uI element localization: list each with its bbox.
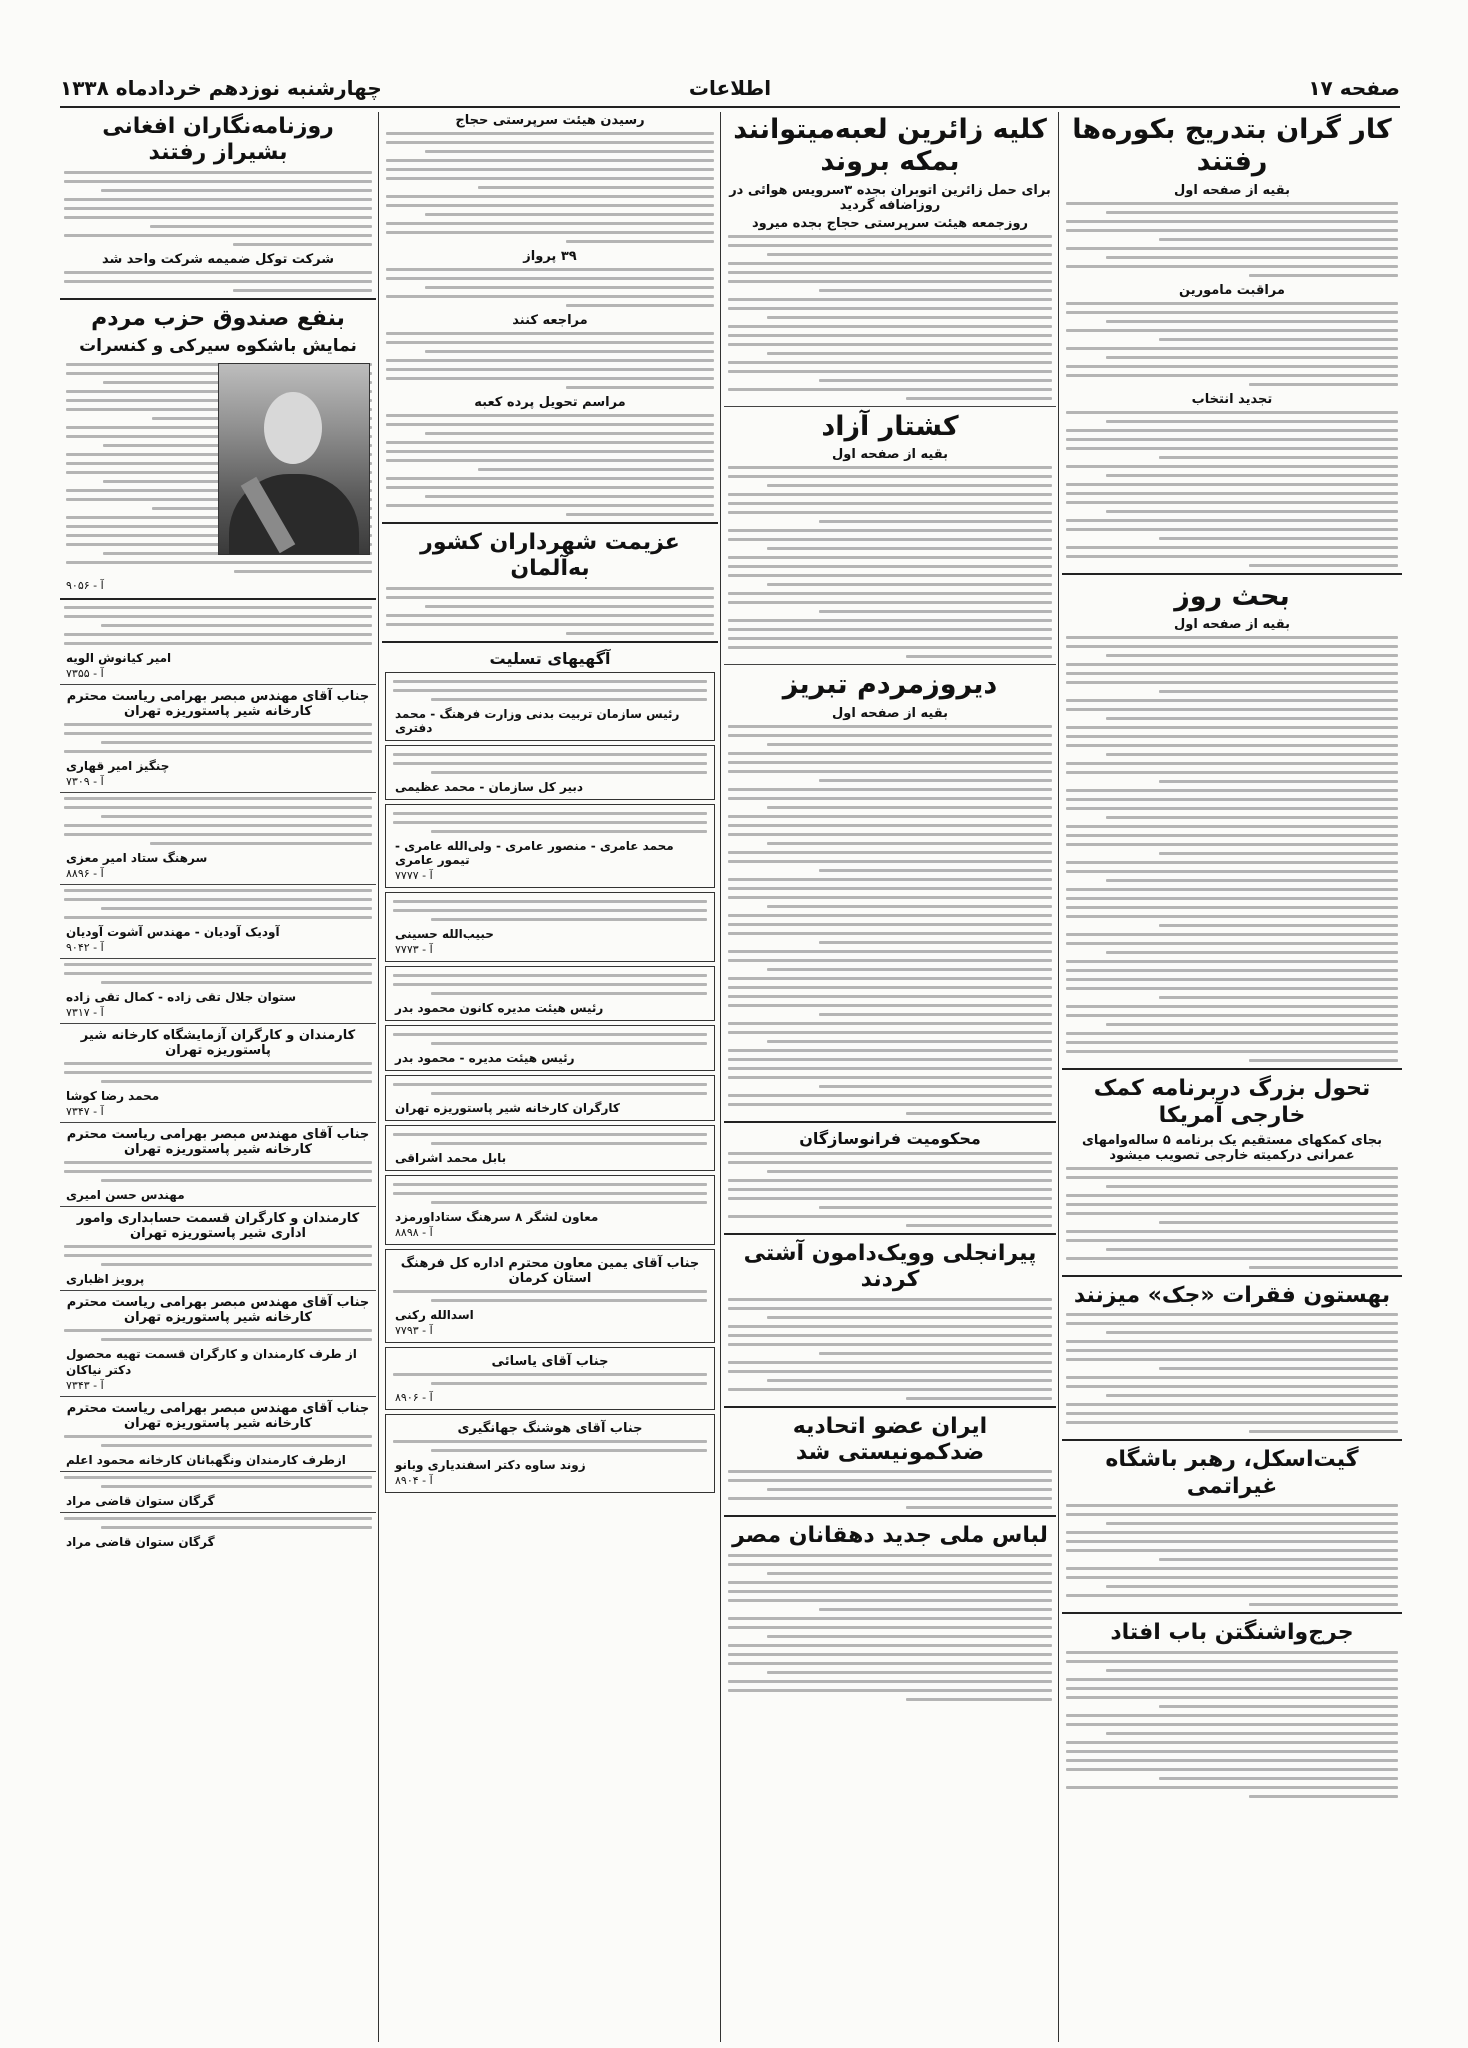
subhead-circus: نمایش باشکوه سیرکی و کنسرات: [79, 336, 357, 357]
notice-signature: معاون لشگر ۸ سرهنگ ستاد‌اورمزد: [395, 1209, 599, 1224]
notice-signature: حبیب‌الله حسینی: [395, 926, 494, 941]
notice-signature: رئیس سازمان تربیت بدنی وزارت فرهنگ - محمد دفتری: [395, 706, 680, 735]
notice-signature: سرهنگ ستاد امیر معزی: [66, 851, 208, 866]
headline-jack: بهستون فقرات «جک» میزنند: [1073, 1282, 1391, 1308]
notice-title: جناب آقای مهندس مبصر بهرامی ریاست محترم کارخانه شیر پاستوریزه تهران: [66, 1127, 370, 1158]
newspaper-name: اطلاعات: [688, 76, 772, 100]
article-body: [386, 414, 714, 516]
notice-signature: بابل محمد اشراقی: [395, 1150, 507, 1165]
notice-signature: ستوان جلال تقی زاده - کمال تقی زاده: [66, 990, 297, 1005]
issue-date: چهارشنبه نوزدهم خردادماه ۱۳۳۸: [60, 76, 382, 100]
condolence-section-title: آگهیهای تسلیت: [489, 648, 611, 668]
notice-signature: رئیس هیئت مدیره - محمود بدر: [395, 1050, 575, 1065]
column-center-right: [724, 110, 1056, 2040]
notice-signature: محمد رضا کوشا: [66, 1089, 160, 1104]
notice-signature: دبیر کل سازمان - محمد عظیمی: [395, 779, 584, 794]
ad-code: آ - ۹۰۵۶: [66, 579, 104, 593]
notice-code: آ - ۸۹۰۶: [395, 1390, 433, 1404]
article-body: [64, 271, 372, 292]
continuation-label: بقیه از صفحه اول: [832, 447, 948, 463]
notice-signature: رئیس هیئت مدیره کانون محمود بدر: [395, 1000, 604, 1015]
notice-code: آ - ۸۹۰۴: [395, 1473, 433, 1487]
article-body: [1066, 1651, 1398, 1798]
condolence-notice: [385, 966, 715, 1021]
article-body: [1066, 411, 1398, 567]
subhead-pilgrims-friday: روزجمعه هیئت سرپرستی حجاج بجده میرود: [751, 215, 1029, 231]
notice-body: [64, 606, 372, 645]
condolence-notice: [385, 1249, 715, 1343]
notice-signature: آودیک آودیان - مهندس آشوت آودیان: [66, 925, 280, 940]
condolence-notice: [385, 804, 715, 888]
notice-code: آ - ۸۸۹۸: [395, 1225, 433, 1239]
notice-signature: امیر کیانوش الویه: [66, 651, 172, 666]
headline-us-aid: تحول بزرگ دربرنامه کمک خارجی آمریکا: [1093, 1076, 1371, 1128]
condolence-notice: [385, 1414, 715, 1493]
notice-code: آ - ۷۷۷۷: [395, 868, 433, 882]
subhead-kaaba-curtain: مراسم تحویل پرده کعبه: [474, 395, 626, 410]
notice-signature: گرگان ستوان قاضی مراد: [66, 1535, 215, 1550]
article-body: [728, 1298, 1052, 1400]
subhead-supervision: مراقبت مامورین: [1179, 282, 1285, 298]
notice-code: آ - ۸۸۹۶: [66, 867, 104, 881]
headline-daily-debate: بحث روز: [1174, 580, 1290, 612]
condolence-notice: [385, 745, 715, 800]
headline-pier-angeli: پیرانجلی وویک‌دامون آشتی کردند: [743, 1240, 1037, 1293]
notice-code: آ - ۷۳۴۷: [66, 1105, 104, 1119]
subhead-us-aid: بجای کمکهای مستقیم یک برنامه ۵ ساله‌وامهای عمرانی درکمیته خارجی تصویب میشود: [1081, 1132, 1383, 1163]
wrestler-photo: [218, 363, 370, 555]
subhead-pilgrims-flights: برای حمل زائرین اتوبران بجده ۳سرویس هوائی در روزاضافه گردید: [729, 182, 1051, 213]
column-right: [1062, 110, 1402, 2040]
headline-party-fund: بنفع صندوق حزب مردم: [91, 305, 345, 331]
continuation-label: بقیه از صفحه اول: [832, 705, 948, 721]
notice-code: آ - ۷۷۹۳: [395, 1323, 433, 1337]
notice-code: آ - ۷۳۰۹: [66, 775, 104, 789]
notice-signature: چنگیز امیر قهاری: [66, 759, 170, 774]
notice-name: دکتر نیاکان: [66, 1363, 132, 1378]
masthead: [60, 70, 1400, 108]
article-body: [386, 587, 714, 635]
column-center-left: [382, 110, 718, 2040]
article-tail-title: رسیدن هیئت سرپرستی حجاج: [455, 113, 645, 128]
condolence-notice: [385, 892, 715, 962]
headline-workers: کار گران بتدریج بکوره‌ها رفتند: [1072, 114, 1392, 178]
notice-title: کارمندان و کارگران قسمت حسابداری وامور اداری شیر پاستوریزه تهران: [76, 1211, 360, 1242]
notice-code: آ - ۹۰۴۲: [66, 941, 104, 955]
article-body: [728, 466, 1052, 658]
headline-egypt-dress: لباس ملی جدید دهقانان مصر: [732, 1523, 1048, 1549]
page-number: صفحه ۱۷: [1308, 76, 1400, 100]
subhead-reelection: تجدید انتخاب: [1191, 391, 1273, 407]
article-body: [64, 171, 372, 246]
circus-article: [60, 359, 376, 579]
article-body: [1066, 1504, 1398, 1606]
headline-gaitskell: گیت‌اسکل، رهبر باشگاه غیراتمی: [1105, 1447, 1359, 1499]
column-divider: [378, 112, 379, 2042]
condolence-notice: [385, 1175, 715, 1245]
headline-afghan-journalists: روزنامه‌نگاران افغانی بشیراز رفتند: [102, 114, 334, 166]
headline-anti-communist: ایران عضو اتحادیه ضدکمونیستی شد: [792, 1413, 988, 1465]
article-body: [386, 268, 714, 307]
notice-code: آ - ۷۳۱۷: [66, 1006, 104, 1020]
article-body: [728, 1470, 1052, 1509]
article-body: [386, 132, 714, 243]
article-body: [1066, 1313, 1398, 1433]
notice-signature: گرگان ستوان قاضی مراد: [66, 1494, 215, 1509]
notice-title: کارمندان و کارگران آزمایشگاه کارخانه شیر پاستوریزه تهران: [80, 1028, 356, 1059]
notice-code: آ - ۷۳۵۵: [66, 667, 104, 681]
notice-title: جناب آقای مهندس مبصر بهرامی ریاست محترم کارخانه شیر پاستوریزه تهران: [66, 1401, 370, 1432]
headline-free-slaughter: کشتار آزاد: [821, 410, 959, 442]
article-body: [1066, 1167, 1398, 1269]
article-body: [1066, 636, 1398, 1062]
notice-signature: مهندس حسن امیری: [66, 1188, 185, 1203]
condolence-notice: [385, 1075, 715, 1121]
notice-title: جناب آقای یمین معاون محترم اداره کل فرهنگ استان کرمان: [400, 1255, 700, 1286]
condolence-notice: [385, 1025, 715, 1071]
article-body: [1066, 202, 1398, 277]
column-left: [60, 110, 376, 2040]
notice-signature: از طرف کارمندان و کارگران قسمت تهیه محصول: [66, 1347, 357, 1362]
column-divider: [1058, 112, 1059, 2042]
notice-signature: ازطرف کارمندان ونگهبانان کارخانه محمود اعلم: [66, 1453, 346, 1468]
subhead-refer: مراجعه کنند: [512, 313, 588, 328]
condolence-notice: [385, 672, 715, 741]
article-body: [728, 1152, 1052, 1227]
notice-signature: کارگران کارخانه شیر پاستوریزه تهران: [395, 1100, 620, 1115]
article-body: [728, 235, 1052, 400]
subhead-tavakkol: شرکت توکل ضمیمه شرکت واحد شد: [101, 251, 335, 267]
headline-george-washington: جرج‌واشنگتن باب افتاد: [1110, 1620, 1354, 1646]
notice-signature: زوند ساوه دکتر اسفندیاری وبانو: [395, 1457, 586, 1472]
condolence-notice: [385, 1347, 715, 1410]
headline-sentence: محکومیت فرانوسازگان: [799, 1128, 981, 1148]
notice-code: آ - ۷۳۴۳: [66, 1379, 104, 1393]
notice-title: جناب آقای مهندس مبصر بهرامی ریاست محترم کارخانه شیر پاستوریزه تهران: [66, 689, 370, 720]
notice-signature: اسدالله رکنی: [395, 1307, 474, 1322]
notice-signature: پرویز اظباری: [66, 1272, 145, 1287]
notice-title: جناب آقای مهندس مبصر بهرامی ریاست محترم کارخانه شیر پاستوریزه تهران: [66, 1295, 370, 1326]
notice-signature: محمد عامری - منصور عامری - ولی‌الله عامری - تیمور عامری: [395, 838, 674, 867]
article-body: [1066, 302, 1398, 386]
headline-mayors-germany: عزیمت شهرداران کشور به‌آلمان: [420, 530, 680, 582]
column-divider: [720, 112, 721, 2042]
continuation-label: بقیه از صفحه اول: [1174, 617, 1290, 633]
condolence-notice: [385, 1125, 715, 1171]
headline-pilgrims: کلیه زائرین لعبه‌میتوانند بمکه بروند: [733, 114, 1047, 178]
notice-title: جناب آقای یاسائی: [491, 1353, 609, 1369]
article-body: [728, 1554, 1052, 1701]
notice-title: جناب آقای هوشنگ جهانگیری: [457, 1420, 643, 1436]
article-body: [386, 332, 714, 389]
notice-code: آ - ۷۷۷۳: [395, 942, 433, 956]
continuation-label: بقیه از صفحه اول: [1174, 182, 1290, 198]
headline-tabriz: دیروزمردم تبریز: [782, 669, 998, 701]
article-body: [728, 725, 1052, 1115]
subhead-flights: ۳۹ پرواز: [523, 249, 577, 264]
